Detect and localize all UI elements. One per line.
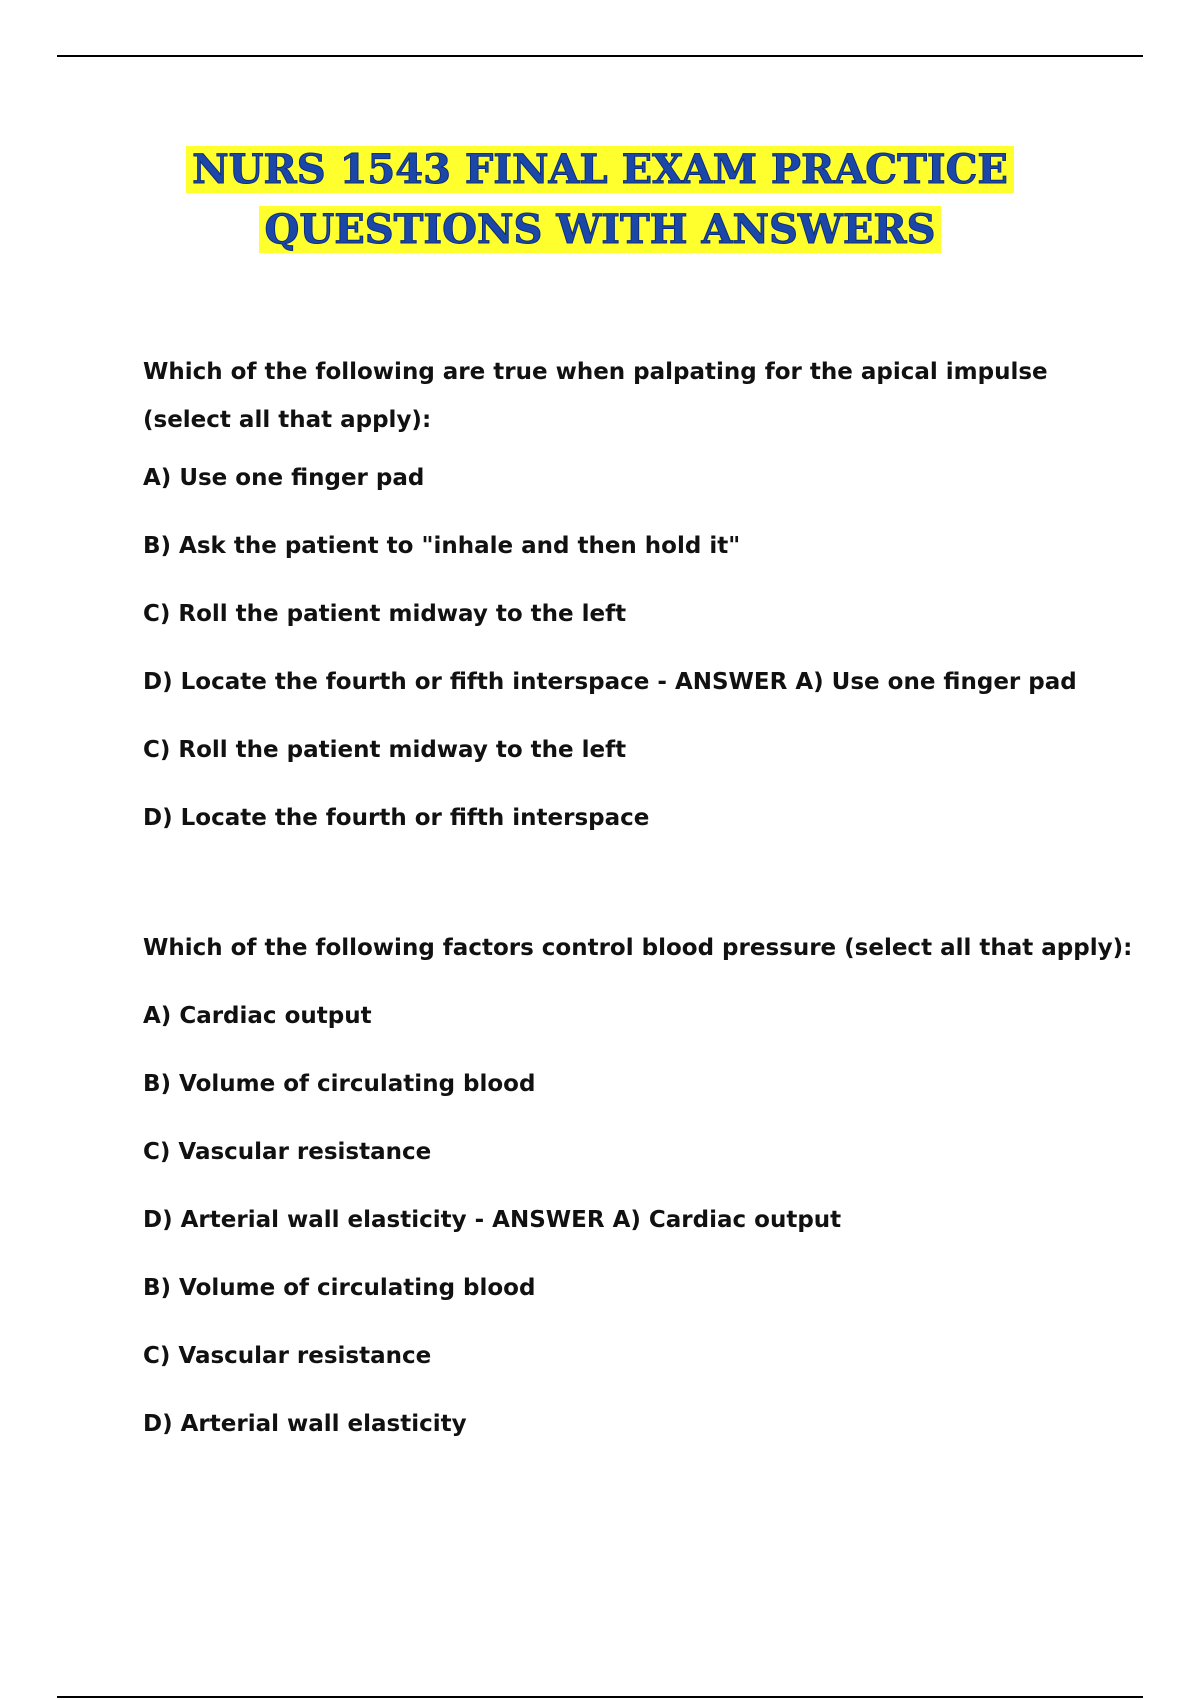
question-1	[143, 348, 1093, 834]
title-line-1: NURS 1543 FINAL EXAM PRACTICE	[186, 146, 1014, 193]
answer-option-with-key: D) Arterial wall elasticity - ANSWER A) Cardiac output	[143, 1207, 842, 1233]
question-stem: Which of the following are true when palpating for the apical impulse (select all that apply):	[143, 359, 1048, 433]
answer-option: B) Volume of circulating blood	[143, 1071, 536, 1097]
question-stem: Which of the following factors control blood pressure (select all that apply):	[143, 935, 1133, 961]
answer-option-with-key: D) Locate the fourth or fifth interspace - ANSWER A) Use one finger pad	[143, 669, 1077, 695]
answer-key-item: D) Arterial wall elasticity	[143, 1411, 467, 1437]
title-line-2: QUESTIONS WITH ANSWERS	[259, 206, 942, 253]
document-body	[143, 348, 1133, 1476]
answer-option: A) Use one finger pad	[143, 465, 425, 491]
answer-option: C) Roll the patient midway to the left	[143, 601, 627, 627]
answer-option: A) Cardiac output	[143, 1003, 372, 1029]
answer-key-item: B) Volume of circulating blood	[143, 1275, 536, 1301]
document-title	[0, 140, 1200, 260]
answer-key-item: C) Roll the patient midway to the left	[143, 737, 627, 763]
question-2	[143, 932, 1133, 1440]
answer-key-item: D) Locate the fourth or fifth interspace	[143, 805, 650, 831]
answer-option: C) Vascular resistance	[143, 1139, 432, 1165]
bottom-rule	[57, 1696, 1143, 1698]
answer-key-item: C) Vascular resistance	[143, 1343, 432, 1369]
question-spacer	[143, 870, 1093, 932]
answer-option: B) Ask the patient to "inhale and then hold it"	[143, 533, 741, 559]
top-rule	[57, 55, 1143, 57]
